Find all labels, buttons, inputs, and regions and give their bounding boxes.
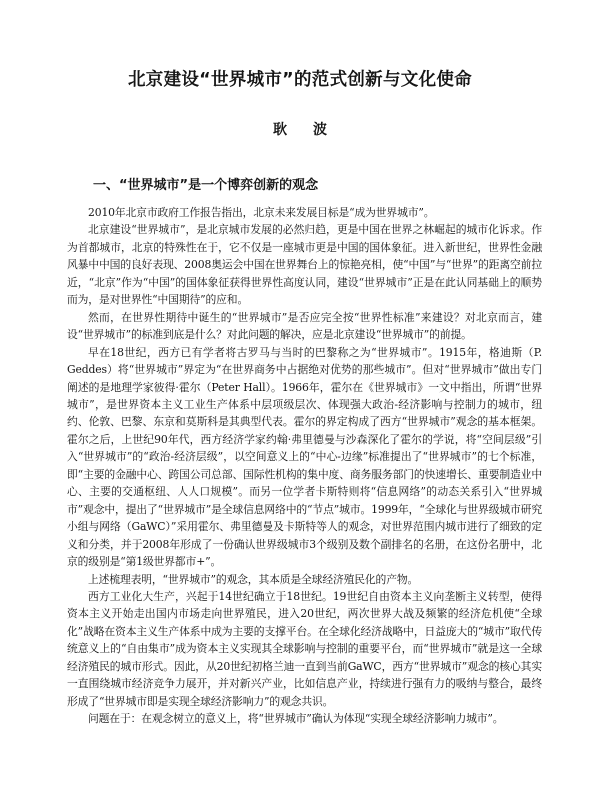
paragraph: 2010年北京市政府工作报告指出，北京未来发展目标是“成为世界城市”。 [88,206,435,219]
paragraph: 早在18世纪，西方已有学者将古罗马与当时的巴黎称之为“世界城市”。1915年，格迪斯（P. Geddes）将“世界城市”界定为“在世界商务中占据绝对优势的那些城市”。但对“世界城市”做出专门阐述的是地理学家彼得·霍尔（Peter Hall）。1966年，霍尔在《世界城市》一文中指出，所谓“世界城市”，是世界资本主义工业生产体系中层项级层次、体现强大政治-经济影响与控制力的城市，纽约、伦敦、巴黎、东京和莫斯科是其典型代表。霍尔的界定构成了西方“世界城市”观念的基本框架。霍尔之后，上世纪90年代，西方经济学家约翰·弗里德曼与沙森深化了霍尔的学说，将“空间层级”引入“世界城市”的“政治-经济层级”，以空间意义上的“中心-边缘”标准提出了“世界城市”的七个标准，即“主要的金融中心、跨国公司总部、国际性机构的集中度、商务服务部门的快速增长、重要制造业中心、主要的交通枢纽、人人口规模”。而另一位学者卡斯特则将“信息网络”的动态关系引入“世界城市”观念中，提出了“世界城市”是全球信息网络中的“节点”城市。1999年，“全球化与世界级城市研究小组与网络（GaWC）”采用霍尔、弗里德曼及卡斯特等人的观念，对世界范围内城市进行了细致的定义和分类，并于2008年形成了一份确认世界级城市3个级别及数个副排名的名册，在这份名册中，北京的级别是“第1级世界都市+”。 [67,345,542,569]
body-text [67,204,542,728]
paragraph: 北京建设“世界城市”，是北京城市发展的必然归趋，更是中国在世界之林崛起的城市化诉求。作为首都城市，北京的特殊性在于，它不仅是一座城市更是中国的国体象征。进入新世纪，世界性金融风暴中中国的良好表现、2008奥运会中国在世界舞台上的惊艳亮相，使“中国”与“世界”的距离空前拉近，“北京”作为“中国”的国体象征获得世界性高度认同，建设“世界城市”正是在此认同基础上的顺势而为，是对世界性“中国期待”的应和。 [67,223,542,307]
paragraph: 上述梳理表明，“世界城市”的观念，其本质是全球经济殖民化的产物。 [88,572,419,586]
paragraph: 西方工业化大生产，兴起于14世纪确立于18世纪。19世纪自由资本主义向垄断主义转型，使得资本主义开始走出国内市场走向世界殖民，进入20世纪，两次世界大战及频繁的经济危机使“全球化”战略在资本主义生产体系中成为主要的支撑平台。在全球化经济战略中，日益庞大的“城市”取代传统意义上的“自由集市”成为资本主义实现其全球影响与控制的重要平台，而“世界城市”就是这一全球经济殖民的城市形式。因此，从20世纪初格兰迪一直到当前GaWC，西方“世界城市”观念的核心其实一直围绕城市经济竞争力展开，并对新兴产业，比如信息产业，持续进行强有力的吸纳与整合，最终形成了“世界城市即是实现全球经济影响力”的观念共识。 [67,589,542,708]
paper-title: 北京建设“世界城市”的范式创新与文化使命 [127,70,472,90]
section-heading: 一、“世界城市”是一个博弈创新的观念 [93,178,319,193]
paragraph: 问题在于：在观念树立的意义上，将“世界城市”确认为体现“实现全球经济影响力城市”。 [88,712,504,726]
paragraph: 然而，在世界性期待中诞生的“世界城市”是否应完全按“世界性标准”来建设？对北京而言，建设“世界城市”的标准到底是什么？对此问题的解决，应是北京建设“世界城市”的前提。 [67,310,542,342]
author-name: 耿波 [273,122,353,138]
